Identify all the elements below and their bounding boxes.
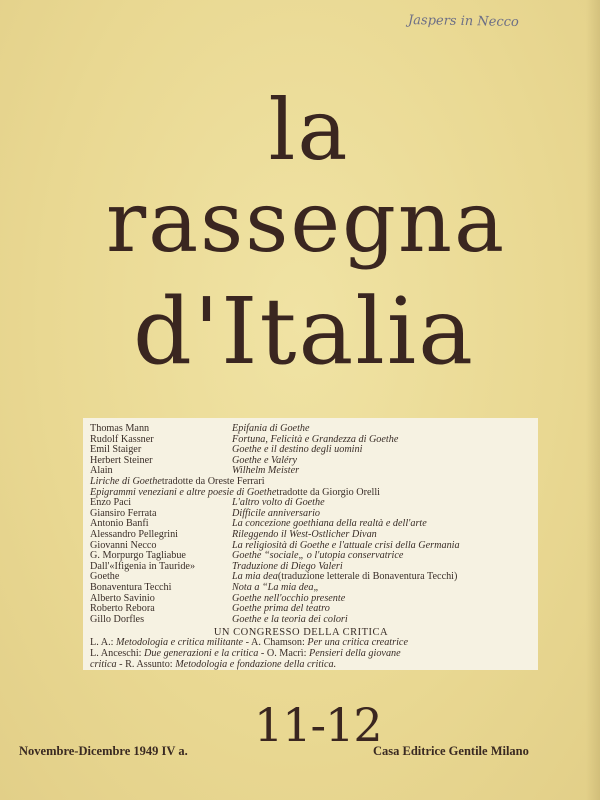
congress-author: L. A.: [90, 637, 117, 649]
toc-author: Enzo Paci [90, 497, 132, 509]
toc-author: Rudolf Kassner [90, 433, 154, 445]
congress-heading: UN CONGRESSO DELLA CRITICA [213, 627, 389, 639]
toc-work: L'altro volto di Goethe [232, 497, 325, 509]
toc-work: La concezione goethiana della realtà e dell'arte [232, 518, 427, 530]
table-of-contents [83, 418, 538, 670]
toc-author: Antonio Banfi [90, 518, 149, 530]
toc-author: Giovanni Necco [90, 539, 157, 551]
congress-line [90, 660, 532, 671]
toc-translation-credit: tradotte da Giorgio Orelli [276, 486, 381, 498]
title-line-2: rassegna [105, 173, 507, 271]
congress-work: Metodologia e fondazione della critica. [175, 658, 337, 670]
issue-date: Novembre-Dicembre 1949 IV a. [19, 744, 188, 758]
toc-author: Alain [90, 465, 113, 477]
congress-work: critica [90, 658, 117, 670]
title-line-3: d'Italia [132, 278, 476, 385]
toc-translation-title: Epigrammi veneziani e altre poesie di Goethe [90, 486, 277, 498]
toc-author: Herbert Steiner [90, 454, 153, 466]
congress-work: Metodologia e critica militante [116, 637, 244, 649]
congress-author: - O. Macrì: [258, 648, 309, 660]
toc-author: Roberto Rebora [90, 603, 155, 615]
toc-work: Goethe prima del teatro [232, 603, 330, 615]
toc-author: Alessandro Pellegrini [90, 528, 178, 540]
congress-author: - A. Chamson: [243, 637, 308, 649]
congress-author: L. Anceschi: [90, 648, 145, 660]
toc-translation-title: Liriche di Goethe [90, 475, 162, 487]
toc-work-note: (traduzione letterale di Bonaventura Tecchi) [277, 571, 458, 583]
toc-work: Epifania di Goethe [232, 423, 310, 434]
title-line-1: la [268, 81, 350, 179]
toc-row [90, 530, 532, 541]
toc-author: Giansiro Ferrata [90, 507, 157, 519]
toc-work: Difficile anniversario [232, 507, 320, 519]
handwritten-note: Jaspers in Necco [407, 13, 519, 30]
toc-author: G. Morpurgo Tagliabue [90, 550, 186, 562]
toc-author: Alberto Savinio [90, 592, 155, 604]
congress-work: Per una critica creatrice [307, 637, 408, 649]
toc-author: Gillo Dorfles [90, 613, 145, 625]
toc-work: La mia dea [232, 571, 278, 583]
toc-work: Fortuna, Felicità e Grandezza di Goethe [232, 433, 399, 445]
toc-row [90, 445, 532, 456]
congress-work: Due generazioni e la critica [144, 648, 259, 660]
toc-row [90, 583, 532, 594]
toc-work: Traduzione di Diego Valeri [232, 560, 343, 572]
toc-work: Goethe nell'occhio presente [232, 592, 346, 604]
congress-work: Pensieri della giovane [309, 648, 401, 660]
toc-work: Goethe e il destino degli uomini [232, 444, 363, 456]
toc-work: Rileggendo il West-Ostlicher Divan [232, 528, 377, 540]
toc-work: Nota a “La mia dea„ [232, 581, 320, 593]
toc-work: Goethe e Valéry [232, 454, 298, 466]
publisher: Casa Editrice Gentile Milano [373, 744, 529, 758]
toc-translation-credit: tradotte da Oreste Ferrari [161, 475, 265, 487]
toc-author: Emil Staiger [90, 444, 142, 456]
issue-number: 11-12 [254, 698, 382, 752]
toc-row [90, 424, 532, 435]
toc-author: Bonaventura Tecchi [90, 581, 172, 593]
toc-author: Goethe [90, 571, 120, 583]
toc-row [90, 615, 532, 626]
toc-work: Goethe “sociale„ o l'utopia conservatrice [232, 550, 404, 562]
toc-work: Goethe e la teoria dei colori [232, 613, 348, 625]
congress-author: - R. Assunto: [116, 658, 176, 670]
toc-row-translation [90, 477, 532, 488]
toc-work: La religiosità di Goethe e l'attuale crisi della Germania [232, 539, 460, 551]
toc-author: Thomas Mann [90, 423, 150, 434]
toc-author: Dall'«Ifigenia in Tauride» [90, 560, 196, 572]
toc-row [90, 456, 532, 467]
toc-work: Wilhelm Meister [232, 465, 300, 477]
